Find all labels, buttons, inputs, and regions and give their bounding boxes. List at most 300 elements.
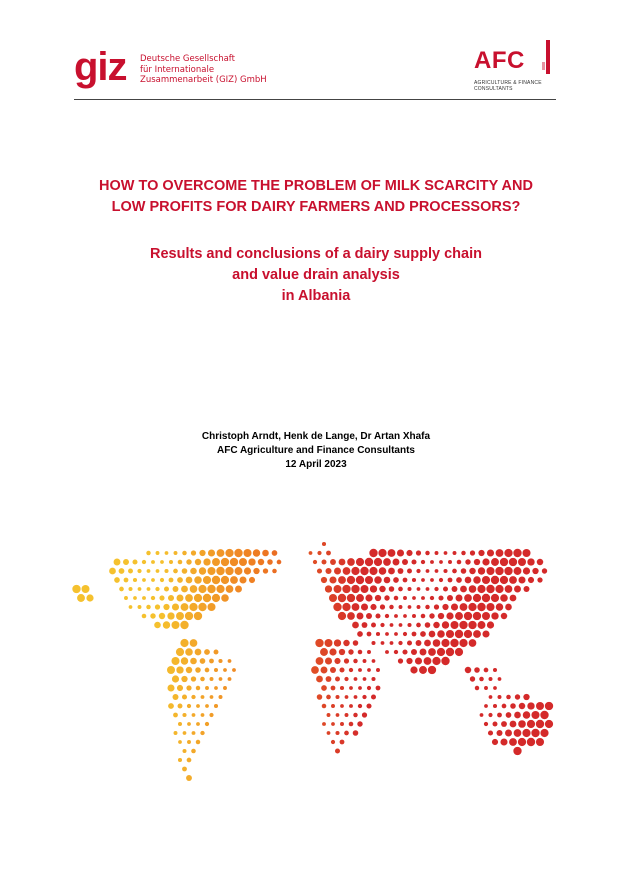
map-dot <box>331 686 336 691</box>
author-names: Christoph Arndt, Henk de Lange, Dr Artan Xhafa <box>201 431 431 442</box>
map-dot <box>501 613 507 619</box>
map-dot <box>365 558 373 566</box>
map-dot <box>473 594 481 602</box>
map-dot <box>200 658 206 664</box>
map-dot <box>407 587 411 591</box>
map-dot <box>374 558 382 566</box>
map-dot <box>441 639 449 647</box>
map-dot <box>385 650 389 654</box>
map-dot <box>536 720 544 728</box>
map-dot <box>498 677 502 681</box>
map-dot <box>343 640 349 646</box>
map-dot <box>133 578 137 582</box>
map-dot <box>510 721 517 728</box>
map-dot <box>181 657 188 664</box>
map-dot <box>370 585 377 592</box>
map-dot <box>225 549 233 557</box>
map-dot <box>380 604 385 609</box>
map-dot <box>160 578 164 582</box>
map-dot <box>461 551 465 555</box>
subtitle-line-3: in Albania <box>281 288 351 304</box>
map-dot <box>212 594 220 602</box>
title-line-2: LOW PROFITS FOR DAIRY FARMERS AND PROCESSORS? <box>111 199 521 215</box>
map-dot <box>142 578 146 582</box>
map-dot <box>326 676 332 682</box>
map-dot <box>322 560 327 565</box>
map-dot <box>460 603 468 611</box>
map-dot <box>351 585 359 593</box>
map-dot <box>479 677 484 682</box>
map-dot <box>500 738 507 745</box>
map-dot <box>430 578 434 582</box>
map-dot <box>347 576 355 584</box>
map-dot <box>456 595 463 602</box>
map-dot <box>335 677 340 682</box>
map-dot <box>487 549 494 556</box>
map-dot <box>468 621 476 629</box>
map-dot <box>469 639 477 647</box>
map-dot <box>357 631 363 637</box>
map-dot <box>500 576 508 584</box>
map-dot <box>225 567 233 575</box>
map-dot <box>326 551 331 556</box>
map-dot <box>360 585 368 593</box>
map-dot <box>235 567 243 575</box>
map-dot <box>410 666 417 673</box>
map-dot <box>518 576 525 583</box>
map-dot <box>258 559 264 565</box>
map-dot <box>147 587 151 591</box>
giz-line-3: Zusammenarbeit (GIZ) GmbH <box>140 75 267 85</box>
map-dot <box>185 594 193 602</box>
afc-wordmark: AFC <box>474 47 525 74</box>
map-dot <box>527 702 534 709</box>
map-dot <box>325 585 332 592</box>
map-dot <box>514 712 521 719</box>
map-dot <box>249 577 255 583</box>
map-dot <box>434 604 439 609</box>
map-dot <box>537 559 543 565</box>
map-dot <box>334 568 341 575</box>
map-dot <box>486 567 494 575</box>
map-dot <box>199 550 205 556</box>
map-dot <box>181 676 187 682</box>
map-dot <box>82 585 90 593</box>
map-dot <box>155 587 159 591</box>
map-dot <box>326 695 331 700</box>
map-dot <box>340 740 345 745</box>
map-dot <box>342 603 350 611</box>
map-dot <box>343 567 351 575</box>
map-dot <box>407 569 412 574</box>
map-dot <box>474 667 480 673</box>
map-dot <box>371 641 375 645</box>
map-dot <box>335 695 339 699</box>
map-dot <box>465 559 470 564</box>
map-dot <box>465 667 471 673</box>
map-dot <box>438 613 444 619</box>
map-dot <box>171 621 179 629</box>
giz-line-1: Deutsche Gesellschaft <box>140 54 235 64</box>
map-dot <box>464 630 472 638</box>
map-dot <box>376 686 381 691</box>
map-dot <box>519 703 526 710</box>
map-dot <box>509 738 517 746</box>
map-dot <box>329 576 336 583</box>
map-dot <box>475 686 479 690</box>
map-dot <box>109 568 116 575</box>
map-dot <box>464 612 472 620</box>
map-dot <box>439 560 443 564</box>
map-dot <box>518 738 526 746</box>
map-dot <box>455 648 463 656</box>
map-dot <box>421 578 425 582</box>
map-dot <box>173 569 178 574</box>
map-dot <box>420 631 426 637</box>
map-dot <box>72 585 80 593</box>
map-dot <box>335 731 339 735</box>
map-dot <box>329 594 337 602</box>
giz-organisation-name <box>140 54 267 86</box>
map-dot <box>155 604 160 609</box>
map-dot <box>443 569 447 573</box>
map-dot <box>228 659 232 663</box>
map-dot <box>187 758 192 763</box>
map-dot <box>138 605 142 609</box>
map-dot <box>478 621 486 629</box>
map-dot <box>384 577 391 584</box>
map-dot <box>347 594 355 602</box>
map-dot <box>352 603 360 611</box>
map-dot <box>464 594 472 602</box>
map-dot <box>219 695 223 699</box>
map-dot <box>248 558 255 565</box>
map-dot <box>484 686 488 690</box>
map-dot <box>190 568 197 575</box>
map-dot <box>340 686 344 690</box>
map-dot <box>484 668 489 673</box>
map-dot <box>133 596 137 600</box>
map-dot <box>181 586 188 593</box>
map-dot <box>146 605 150 609</box>
map-dot <box>353 730 359 736</box>
map-dot <box>460 586 467 593</box>
map-dot <box>169 578 174 583</box>
map-dot <box>523 586 529 592</box>
map-dot <box>176 666 183 673</box>
map-dot <box>473 630 481 638</box>
map-dot <box>333 603 341 611</box>
map-dot <box>207 567 215 575</box>
map-dot <box>421 596 425 600</box>
map-dot <box>239 576 246 583</box>
map-dot <box>356 558 364 566</box>
map-dot <box>330 667 336 673</box>
map-dot <box>489 695 493 699</box>
map-dot <box>477 585 485 593</box>
map-dot <box>316 657 324 665</box>
map-dot <box>469 568 476 575</box>
map-dot <box>331 740 335 744</box>
map-dot <box>167 666 175 674</box>
map-dot <box>226 585 234 593</box>
map-dot <box>186 577 193 584</box>
map-dot <box>182 694 187 699</box>
map-dot <box>435 569 439 573</box>
map-dot <box>191 749 196 754</box>
map-dot <box>321 685 327 691</box>
map-dot <box>173 586 179 592</box>
publication-date: 12 April 2023 <box>285 459 347 470</box>
map-dot <box>253 568 259 574</box>
map-dot <box>357 721 362 726</box>
map-dot <box>522 549 530 557</box>
map-dot <box>397 549 404 556</box>
map-dot <box>509 576 517 584</box>
map-dot <box>446 648 454 656</box>
map-dot <box>181 603 189 611</box>
map-dot <box>394 632 398 636</box>
map-dot <box>183 749 187 753</box>
map-dot <box>452 586 458 592</box>
map-dot <box>344 658 349 663</box>
map-dot <box>129 605 133 609</box>
map-dot <box>243 549 251 557</box>
map-dot <box>186 667 192 673</box>
map-dot <box>217 549 225 557</box>
map-dot <box>322 704 327 709</box>
map-dot <box>456 577 462 583</box>
map-dot <box>353 713 357 717</box>
map-dot <box>369 567 377 575</box>
map-dot <box>506 695 511 700</box>
map-dot <box>416 623 421 628</box>
map-dot <box>212 576 220 584</box>
map-dot <box>403 578 408 583</box>
map-dot <box>488 730 493 735</box>
map-dot <box>450 639 458 647</box>
map-dot <box>142 614 147 619</box>
map-dot <box>327 731 331 735</box>
map-dot <box>169 560 173 564</box>
map-dot <box>403 632 407 636</box>
map-dot <box>402 559 408 565</box>
map-dot <box>383 558 391 566</box>
map-dot <box>545 702 553 710</box>
map-dot <box>366 613 372 619</box>
map-dot <box>500 558 508 566</box>
map-dot <box>421 560 425 564</box>
map-dot <box>216 585 224 593</box>
map-dot <box>388 549 396 557</box>
map-dot <box>185 648 193 656</box>
map-dot <box>128 569 133 574</box>
map-dot <box>433 622 440 629</box>
map-dot <box>262 550 269 557</box>
map-dot <box>412 578 416 582</box>
map-dot <box>478 550 484 556</box>
map-dot <box>398 568 404 574</box>
map-dot <box>441 657 449 665</box>
map-dot <box>201 713 205 717</box>
map-dot <box>342 585 350 593</box>
map-dot <box>174 731 178 735</box>
map-dot <box>361 603 368 610</box>
map-dot <box>340 704 344 708</box>
map-dot <box>428 648 436 656</box>
map-dot <box>505 730 512 737</box>
map-dot <box>416 569 420 573</box>
map-dot <box>518 720 526 728</box>
map-dot <box>482 594 490 602</box>
map-dot <box>545 720 553 728</box>
map-dot <box>394 614 398 618</box>
map-dot <box>230 576 238 584</box>
map-dot <box>482 558 489 565</box>
document-subtitle <box>40 244 592 307</box>
map-dot <box>438 595 443 600</box>
map-dot <box>412 596 416 600</box>
map-dot <box>356 576 364 584</box>
map-dot <box>192 713 196 717</box>
map-dot <box>216 567 224 575</box>
map-dot <box>311 666 319 674</box>
map-dot <box>536 702 544 710</box>
afc-tagline-line-2: CONSULTANTS <box>474 86 513 92</box>
map-dot <box>478 567 485 574</box>
map-dot <box>165 551 169 555</box>
map-dot <box>504 549 512 557</box>
map-dot <box>514 729 522 737</box>
map-dot <box>384 595 389 600</box>
map-dot <box>187 722 191 726</box>
map-dot <box>360 567 368 575</box>
map-dot <box>407 641 412 646</box>
map-dot <box>486 585 494 593</box>
map-dot <box>349 704 353 708</box>
map-dot <box>473 612 481 620</box>
map-dot <box>428 666 436 674</box>
map-dot <box>367 686 371 690</box>
map-dot <box>196 740 200 744</box>
map-dot <box>425 551 429 555</box>
map-dot <box>370 604 376 610</box>
map-dot <box>338 594 346 602</box>
map-dot <box>196 686 200 690</box>
map-dot <box>353 640 359 646</box>
map-dot <box>429 613 434 618</box>
map-dot <box>389 586 395 592</box>
map-dot <box>365 576 373 584</box>
map-dot <box>177 685 183 691</box>
map-dot <box>168 595 174 601</box>
map-dot <box>477 603 485 611</box>
map-dot <box>390 641 394 645</box>
map-dot <box>182 551 186 555</box>
map-dot <box>317 568 322 573</box>
map-dot <box>234 549 242 557</box>
map-dot <box>415 657 422 664</box>
map-dot <box>536 738 544 746</box>
map-dot <box>320 648 328 656</box>
afc-tagline <box>474 80 542 92</box>
map-dot <box>369 549 377 557</box>
map-dot <box>163 621 170 628</box>
map-dot <box>212 558 220 566</box>
map-dot <box>491 594 499 602</box>
giz-logo <box>74 44 274 100</box>
map-dot <box>419 666 427 674</box>
map-dot <box>186 559 191 564</box>
map-dot <box>448 578 453 583</box>
map-dot <box>272 550 278 556</box>
map-dot <box>358 686 362 690</box>
map-dot <box>351 567 359 575</box>
map-dot <box>455 612 463 620</box>
map-dot <box>461 568 467 574</box>
map-dot <box>200 677 205 682</box>
map-dot <box>522 729 530 737</box>
map-dot <box>344 731 349 736</box>
map-dot <box>393 559 400 566</box>
map-dot <box>453 551 457 555</box>
map-dot <box>376 632 380 636</box>
map-dot <box>173 694 179 700</box>
map-dot <box>366 703 371 708</box>
map-dot <box>163 604 169 610</box>
map-dot <box>315 639 323 647</box>
map-dot <box>349 668 353 672</box>
map-dot <box>203 558 210 565</box>
map-dot <box>336 713 340 717</box>
map-dot <box>451 603 458 610</box>
map-dot <box>340 722 344 726</box>
map-dot <box>186 685 191 690</box>
giz-line-2: für Internationale <box>140 64 215 75</box>
map-dot <box>502 704 507 709</box>
map-dot <box>371 695 376 700</box>
map-dot <box>452 569 457 574</box>
map-dot <box>335 749 340 754</box>
map-dot <box>167 612 174 619</box>
map-dot <box>272 569 277 574</box>
afc-logo <box>472 38 562 100</box>
map-dot <box>210 695 214 699</box>
map-dot <box>500 594 508 602</box>
map-dot <box>435 551 439 555</box>
map-dot <box>253 549 260 556</box>
map-dot <box>493 722 498 727</box>
map-dot <box>493 704 497 708</box>
map-dot <box>375 595 381 601</box>
map-dot <box>403 596 407 600</box>
map-dot <box>124 578 129 583</box>
map-dot <box>194 612 202 620</box>
map-dot <box>450 621 458 629</box>
map-dot <box>496 730 502 736</box>
map-dot <box>498 695 502 699</box>
map-dot <box>457 560 462 565</box>
map-dot <box>374 576 381 583</box>
map-dot <box>207 585 215 593</box>
map-dot <box>424 640 431 647</box>
map-dot <box>523 711 531 719</box>
map-dot <box>321 577 327 583</box>
map-dot <box>146 551 150 555</box>
map-dot <box>487 621 494 628</box>
map-dot <box>322 722 326 726</box>
map-dot <box>190 658 197 665</box>
